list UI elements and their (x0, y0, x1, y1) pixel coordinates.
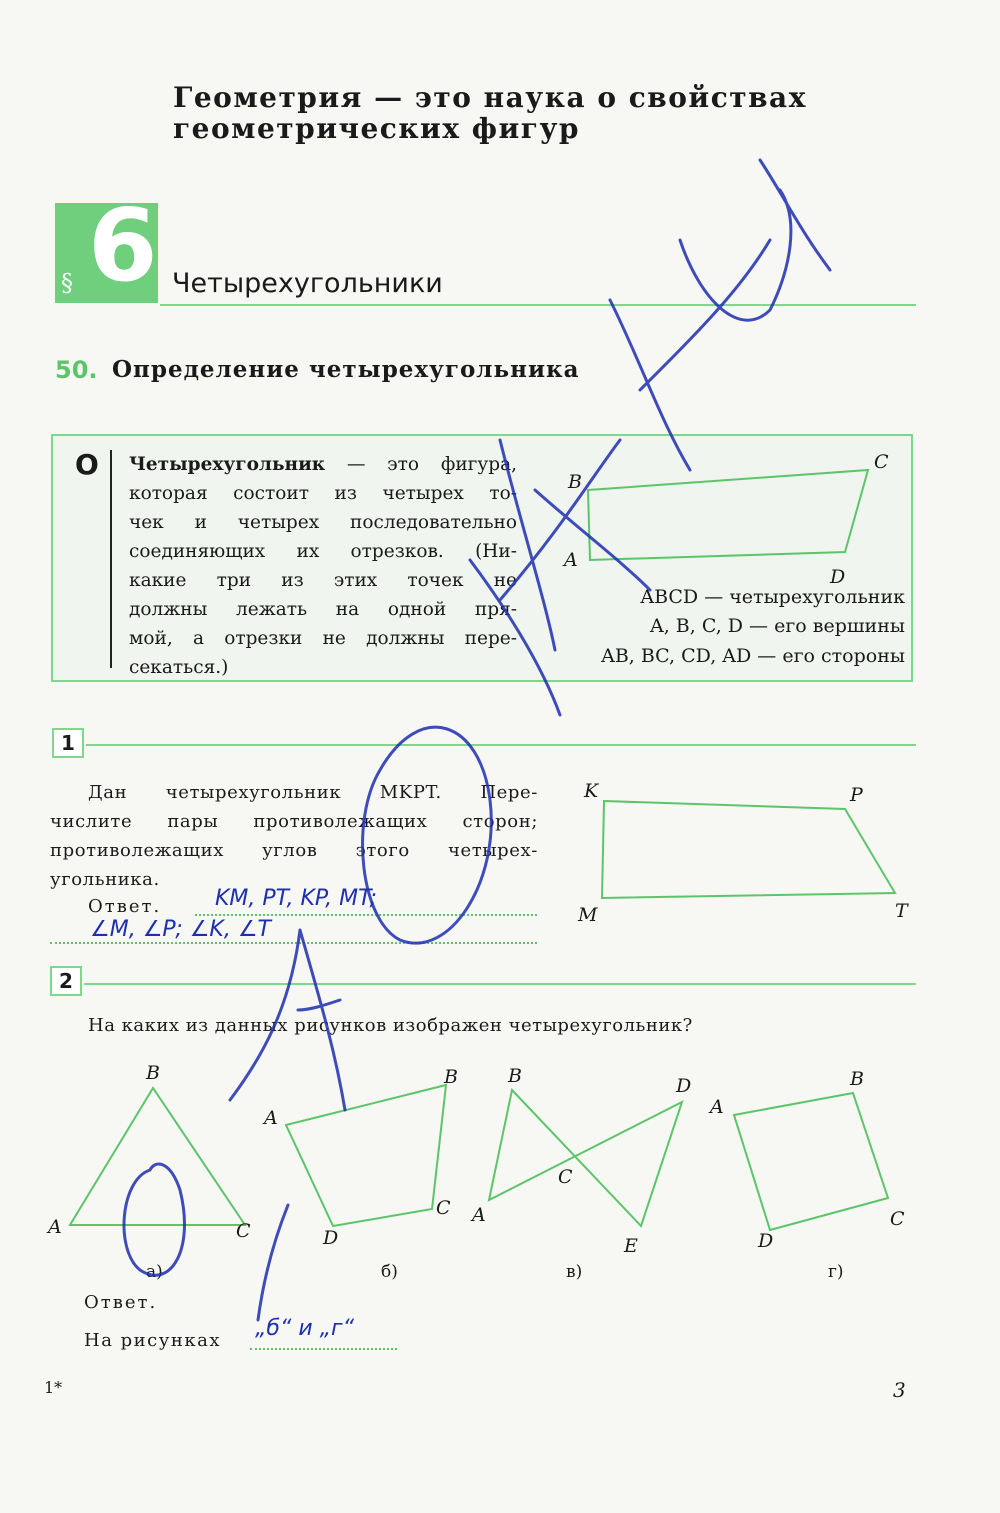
figure-v-label-b: B (508, 1065, 522, 1087)
figure-g-label-c: C (890, 1208, 905, 1230)
vertex-t-label: T (895, 900, 908, 922)
figure-g-label-d: D (758, 1230, 774, 1252)
definition-line-2: которая состоит из четырех то- (129, 483, 517, 504)
figure-a-label-b: B (146, 1062, 160, 1084)
figure-a-caption: а) (146, 1262, 163, 1282)
task-1-line-1: Дан четырехугольник MKPT. Пере- (88, 782, 538, 803)
vertex-c-label: C (874, 451, 889, 473)
figure-v-label-c: C (558, 1166, 573, 1188)
printer-signature: 1* (44, 1378, 63, 1397)
figure-b-caption: б) (381, 1262, 398, 1282)
definition-marker: О (75, 448, 99, 481)
header-title-line2: геометрических фигур (173, 112, 580, 145)
task-2-handwritten-answer: „б“ и „г“ (255, 1316, 354, 1341)
figure-b-label-d: D (323, 1227, 339, 1249)
paragraph-sign: § (61, 269, 73, 297)
figure-v-caption: в) (566, 1262, 583, 1282)
task-1-line-2: числите пары противолежащих сторон; (50, 811, 538, 832)
figure-b-label-b: B (444, 1066, 458, 1088)
definition-line-7: мой, а отрезки не должны пере- (129, 628, 517, 649)
definition-line-5: какие три из этих точек не (129, 570, 517, 591)
figure-g-label-b: B (850, 1068, 864, 1090)
definition-line-8: секаться.) (129, 657, 229, 678)
definition-caption-1: ABCD — четырехугольник (640, 586, 905, 608)
vertex-m-label: M (578, 904, 598, 926)
section-title: Определение четырехугольника (112, 356, 580, 383)
task-1-handwritten-answer-1: KM, PT, KP, MT; (215, 886, 377, 911)
task-1-handwritten-answer-2: ∠M, ∠P; ∠K, ∠T (90, 917, 271, 942)
figure-v-label-e: E (624, 1235, 638, 1257)
definition-line-4: соединяющих их отрезков. (Ни- (129, 541, 517, 562)
task-2-number: 2 (50, 966, 82, 996)
task-1-line-4: угольника. (50, 869, 160, 890)
vertex-d-label: D (830, 566, 846, 588)
figure-a-label-a: A (48, 1216, 62, 1238)
task-2-question: На каких из данных рисунков изображен четырехугольник? (88, 1015, 693, 1036)
figure-b-label-c: C (436, 1197, 451, 1219)
figure-v-label-d: D (676, 1075, 692, 1097)
definition-line-6: должны лежать на одной пря- (129, 599, 517, 620)
figure-g-caption: г) (828, 1262, 844, 1282)
task-1-number: 1 (52, 728, 84, 758)
figure-v-label-a: A (472, 1204, 486, 1226)
task-2-answer-label: Ответ. (84, 1292, 158, 1313)
vertex-k-label: K (584, 780, 599, 802)
figure-g-label-a: A (710, 1096, 724, 1118)
definition-caption-3: AB, BC, CD, AD — его стороны (601, 645, 905, 667)
vertex-b-label: B (568, 471, 582, 493)
chapter-number: 6 (88, 187, 158, 304)
task-1-answer-label: Ответ. (88, 896, 162, 917)
definition-caption-2: A, B, C, D — его вершины (650, 615, 905, 637)
vertex-a-label: A (564, 549, 578, 571)
header-title-line1: Геометрия — это наука о свойствах (173, 81, 807, 114)
figure-b-label-a: A (264, 1107, 278, 1129)
task-2-answer-prefix: На рисунках (84, 1330, 221, 1351)
definition-term: Четырехугольник (129, 454, 326, 475)
definition-line-3: чек и четырех последовательно (129, 512, 517, 533)
figure-a-label-c: C (236, 1220, 251, 1242)
definition-line-1: Четырехугольник — это фигура, (129, 454, 517, 475)
page-number: 3 (893, 1378, 906, 1402)
task-1-line-3: противолежащих углов этого четырех- (50, 840, 538, 861)
vertex-p-label: P (850, 784, 863, 806)
section-number: 50. (55, 356, 98, 384)
chapter-title: Четырехугольники (172, 268, 443, 299)
